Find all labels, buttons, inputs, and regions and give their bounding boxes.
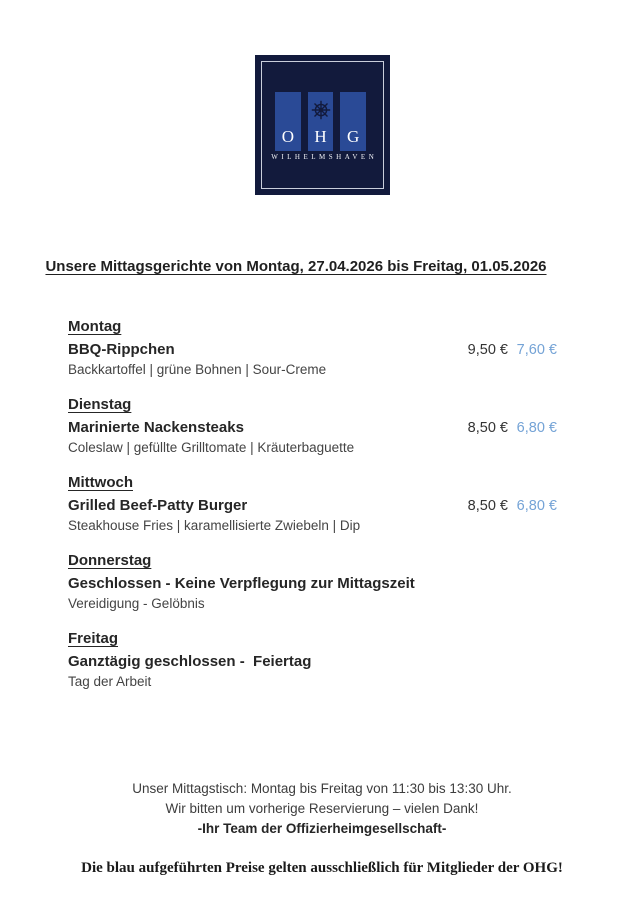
dish-row	[68, 651, 557, 673]
menu-title: Unsere Mittagsgerichte von Montag, 27.04.2026 bis Freitag, 01.05.2026	[45, 258, 547, 275]
dish-row	[68, 573, 557, 595]
footer-hours: Unser Mittagstisch: Montag bis Freitag von 11:30 bis 13:30 Uhr.	[132, 781, 512, 796]
dish-name: Marinierte Nackensteaks	[68, 419, 244, 436]
dish-name: Ganztägig geschlossen - Feiertag	[68, 653, 312, 670]
day-heading: Donnerstag	[68, 552, 152, 569]
day-heading: Montag	[68, 318, 122, 335]
price-regular: 8,50 €	[467, 498, 508, 514]
dish-row	[68, 339, 557, 361]
dish-row	[68, 417, 557, 439]
menu-day-section	[68, 318, 557, 378]
footer-reservation: Wir bitten um vorherige Reservierung – vielen Dank!	[165, 801, 479, 816]
dish-name: BBQ-Rippchen	[68, 341, 175, 358]
ohg-logo	[255, 55, 390, 195]
menu-day-section	[68, 474, 557, 534]
price-regular: 8,50 €	[467, 420, 508, 436]
dish-description: Steakhouse Fries | karamellisierte Zwiebeln | Dip	[68, 518, 361, 533]
logo-letter-o: O	[281, 127, 294, 146]
logo-letter-h: H	[314, 127, 327, 146]
logo-subtitle: WILHELMSHAVEN	[271, 153, 378, 161]
price-member: 7,60 €	[516, 342, 557, 358]
dish-name: Geschlossen - Keine Verpflegung zur Mittagszeit	[68, 575, 415, 592]
day-heading: Dienstag	[68, 396, 132, 413]
menu-day-section	[68, 552, 557, 612]
ship-wheel-icon	[311, 100, 331, 120]
member-price-notice: Die blau aufgeführten Preise gelten ausschließlich für Mitglieder der OHG!	[81, 860, 563, 876]
logo-letters	[275, 125, 366, 149]
menu-days	[68, 318, 557, 708]
dish-description: Tag der Arbeit	[68, 674, 152, 689]
logo-letter-g: G	[347, 127, 360, 146]
price-regular: 9,50 €	[467, 342, 508, 358]
dish-description: Backkartoffel | grüne Bohnen | Sour-Creme	[68, 362, 327, 377]
price-member: 6,80 €	[516, 498, 557, 514]
footer-info	[0, 779, 644, 839]
dish-name: Grilled Beef-Patty Burger	[68, 497, 248, 514]
dish-description: Vereidigung - Gelöbnis	[68, 596, 205, 611]
menu-day-section	[68, 396, 557, 456]
day-heading: Mittwoch	[68, 474, 133, 491]
menu-day-section	[68, 630, 557, 690]
price-member: 6,80 €	[516, 420, 557, 436]
dish-description: Coleslaw | gefüllte Grilltomate | Kräuterbaguette	[68, 440, 355, 455]
dish-row	[68, 495, 557, 517]
footer-team: -Ihr Team der Offizierheimgesellschaft-	[197, 821, 447, 836]
day-heading: Freitag	[68, 630, 119, 647]
